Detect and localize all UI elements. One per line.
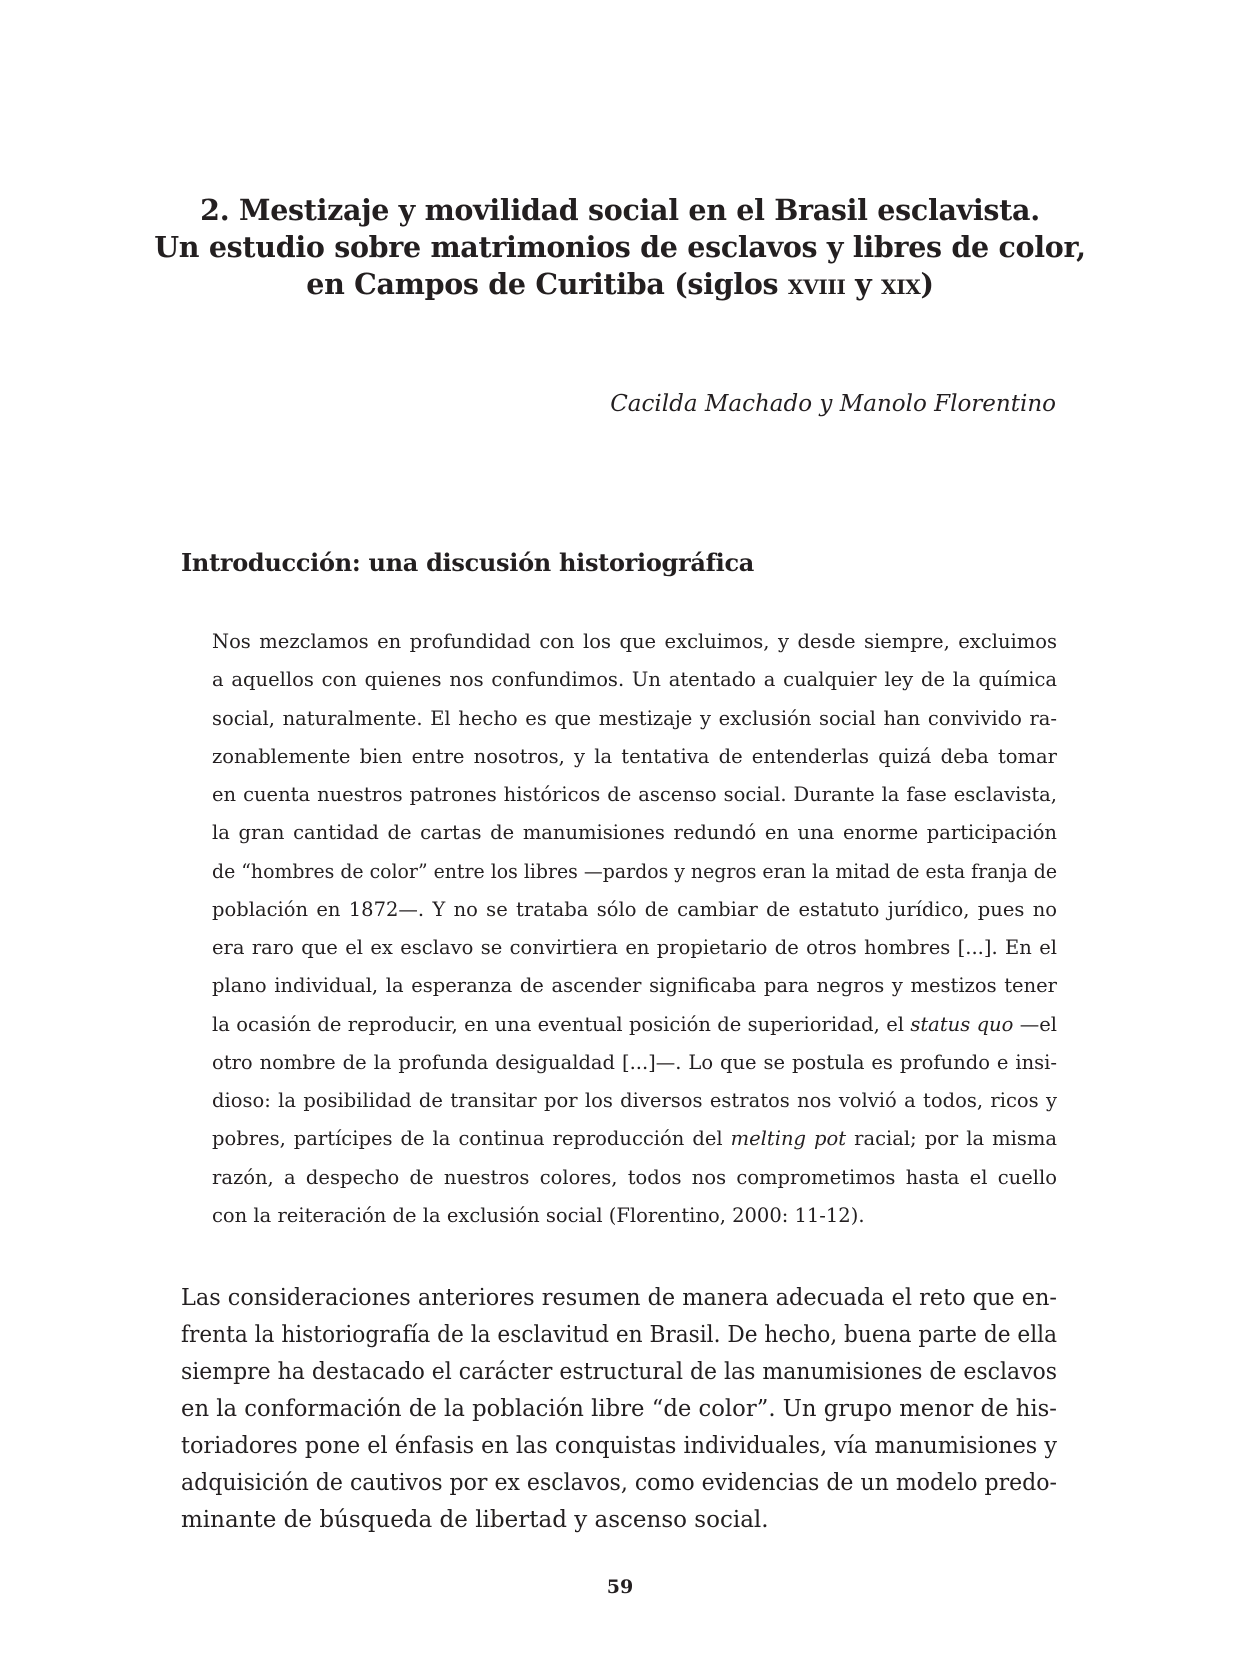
melting-pot-emphasis: melting pot (730, 1127, 847, 1151)
paragraph-line (181, 1428, 1057, 1465)
quote-line-text: plano individual, la esperanza de ascender significaba para negros y mestizos tener (212, 974, 1057, 998)
body-paragraph (181, 1280, 1057, 1539)
paragraph-line (181, 1502, 1057, 1539)
quote-line (212, 814, 1057, 852)
quote-line (212, 891, 1057, 929)
quote-line-text: social, naturalmente. El hecho es que mestizaje y exclusión social han convivido ra- (212, 706, 1057, 730)
quote-line-text: razón, a despecho de nuestros colores, todos nos comprometimos hasta el cuello (212, 1165, 1057, 1189)
page-number: 59 (606, 1576, 634, 1598)
quote-line-text: Nos mezclamos en profundidad con los que excluimos, y desde siempre, excluimos (212, 630, 1057, 653)
quote-line-11-post: —el (1013, 1012, 1057, 1036)
quote-line (212, 967, 1057, 1005)
title-line-3-conj: y (845, 267, 882, 301)
quote-line (212, 1044, 1057, 1082)
quote-line-text: población en 1872—. Y no se trataba sólo de cambiar de estatuto jurídico, pues no (212, 897, 1057, 921)
paragraph-line (181, 1317, 1057, 1354)
quote-line (212, 738, 1057, 776)
authors: Cacilda Machado y Manolo Florentino (610, 391, 1056, 417)
quote-line (212, 1197, 1057, 1235)
quote-line-text: dioso: la posibilidad de transitar por los diversos estratos nos volvió a todos, ricos y (212, 1089, 1057, 1112)
quote-line-text: de “hombres de color” entre los libres —pardos y negros eran la mitad de esta franja de (212, 859, 1057, 883)
century-19: xix (881, 267, 921, 301)
quote-line-14-pre: pobres, partícipes de la continua reproducción del (212, 1127, 731, 1151)
quote-line (212, 700, 1057, 738)
quote-line (212, 1082, 1057, 1120)
paragraph-line-text: en la conformación de la población libre “de color”. Un grupo menor de his- (181, 1396, 1057, 1422)
quote-line-text: otro nombre de la profunda desigualdad [...]—. Lo que se postula es profundo e insi- (212, 1050, 1057, 1074)
quote-line (212, 1159, 1057, 1197)
quote-line (212, 1120, 1057, 1158)
quote-line-11-pre: la ocasión de reproducir, en una eventual posición de superioridad, el (212, 1012, 911, 1036)
paragraph-line-text: Las consideraciones anteriores resumen de manera adecuada el reto que en- (181, 1285, 1057, 1311)
paragraph-line-text: toriadores pone el énfasis en las conquistas individuales, vía manumisiones y (181, 1433, 1057, 1459)
status-quo-emphasis: status quo (910, 1012, 1014, 1036)
quote-line-text (212, 1120, 1057, 1158)
title-line-3-text: en Campos de Curitiba (siglos (306, 267, 788, 301)
section-heading: Introducción: una discusión historiográfica (181, 548, 755, 577)
quote-line-14-post: racial; por la misma (846, 1127, 1057, 1151)
quote-line (212, 623, 1057, 661)
title-line-3-close: ) (920, 267, 934, 301)
quote-line (212, 661, 1057, 699)
quote-line (212, 929, 1057, 967)
block-quote (212, 623, 1057, 1235)
quote-line-text: en cuenta nuestros patrones históricos de ascenso social. Durante la fase esclavista, (212, 783, 1057, 806)
title-line-1: 2. Mestizaje y movilidad social en el Brasil esclavista. (200, 193, 1040, 227)
century-18: xviii (787, 267, 846, 301)
paragraph-line-text: adquisición de cautivos por ex esclavos, como evidencias de un modelo predo- (181, 1470, 1057, 1496)
title-line-3 (120, 266, 1120, 303)
quote-line-text (212, 1006, 1057, 1044)
quote-line (212, 853, 1057, 891)
quote-line-text: la gran cantidad de cartas de manumisiones redundó en una enorme participación (212, 821, 1057, 845)
chapter-title (120, 192, 1120, 303)
paragraph-line (181, 1354, 1057, 1391)
quote-line-text: con la reiteración de la exclusión social (Florentino, 2000: 11-12). (212, 1203, 865, 1227)
paragraph-line (181, 1465, 1057, 1502)
paragraph-line (181, 1391, 1057, 1428)
title-line-2: Un estudio sobre matrimonios de esclavos y libres de color, (154, 230, 1086, 264)
paragraph-line-text: siempre ha destacado el carácter estructural de las manumisiones de esclavos (181, 1359, 1057, 1385)
quote-line-text: zonablemente bien entre nosotros, y la tentativa de entenderlas quizá deba tomar (212, 744, 1057, 768)
quote-line-text: era raro que el ex esclavo se convirtiera en propietario de otros hombres [...]. En el (212, 936, 1057, 959)
quote-line (212, 776, 1057, 814)
quote-line (212, 1006, 1057, 1044)
paragraph-line-text: minante de búsqueda de libertad y ascenso social. (181, 1507, 769, 1533)
paragraph-line-text: frenta la historiografía de la esclavitud en Brasil. De hecho, buena parte de ella (181, 1322, 1057, 1348)
quote-line-text: a aquellos con quienes nos confundimos. Un atentado a cualquier ley de la química (212, 668, 1057, 692)
paragraph-line (181, 1280, 1057, 1317)
